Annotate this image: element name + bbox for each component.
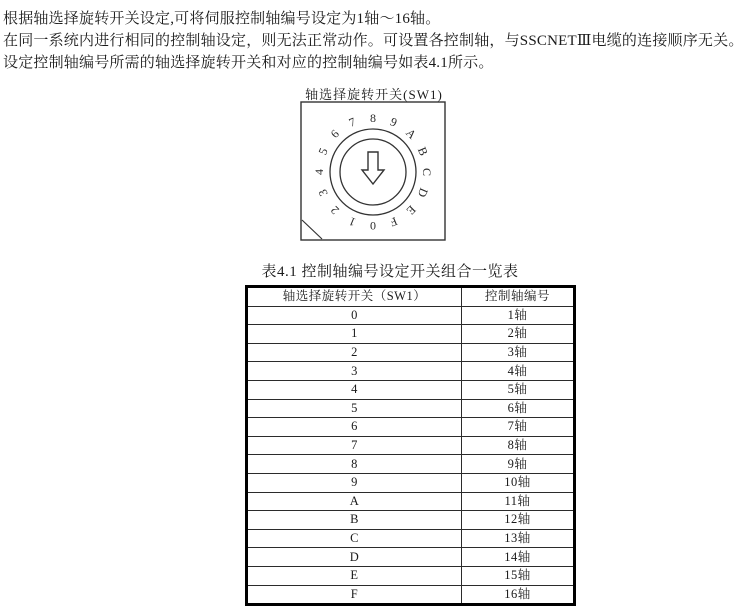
intro-line-2: 在同一系统内进行相同的控制轴设定，则无法正常动作。可设置各控制轴，与SSCNETⅢ电缆的连接顺序无关。 (3, 33, 744, 49)
dial-label-9: 9 (388, 114, 400, 130)
rotary-switch-diagram (290, 95, 460, 250)
table-title: 表4.1 控制轴编号设定开关组合一览表 (261, 264, 519, 280)
table-row (247, 566, 575, 585)
dial-pointer-arrow-icon (362, 152, 384, 184)
axis-number-cell: 6轴 (462, 399, 575, 418)
axis-number-cell: 1轴 (462, 306, 575, 325)
axis-number-cell: 2轴 (462, 325, 575, 344)
table-row (247, 325, 575, 344)
dial-label-1: 1 (346, 214, 358, 230)
switch-position-cell: 4 (247, 380, 462, 399)
axis-number-cell: 13轴 (462, 529, 575, 548)
intro-line-1: 根据轴选择旋转开关设定,可将伺服控制轴编号设定为1轴～16轴。 (3, 11, 441, 27)
table-row (247, 399, 575, 418)
dial-label-0: 0 (370, 219, 376, 233)
dial-label-8: 8 (370, 111, 376, 125)
switch-position-cell: 8 (247, 455, 462, 474)
dial-label-2: 2 (327, 203, 342, 218)
column-header-axis: 控制轴编号 (462, 287, 575, 307)
axis-number-cell: 7轴 (462, 418, 575, 437)
dial-label-A: A (403, 125, 420, 142)
axis-number-cell: 14轴 (462, 548, 575, 567)
table-row (247, 492, 575, 511)
dial-label-D: D (414, 186, 432, 200)
table-row (247, 306, 575, 325)
axis-number-cell: 5轴 (462, 380, 575, 399)
table-row (247, 418, 575, 437)
table-row (247, 436, 575, 455)
axis-mapping-table (245, 285, 576, 606)
dial-label-5: 5 (315, 145, 331, 157)
dial-label-6: 6 (327, 126, 342, 141)
table-row (247, 380, 575, 399)
table-header-row (247, 287, 575, 307)
dial-label-3: 3 (315, 187, 331, 199)
rotary-switch-diagram-title: 轴选择旋转开关(SW1) (305, 87, 443, 102)
axis-number-cell: 11轴 (462, 492, 575, 511)
dial-label-B: B (414, 144, 431, 158)
dial-label-E: E (403, 202, 419, 218)
switch-position-cell: 3 (247, 362, 462, 381)
axis-number-cell: 9轴 (462, 455, 575, 474)
axis-number-cell: 10轴 (462, 473, 575, 492)
axis-number-cell: 8轴 (462, 436, 575, 455)
switch-position-cell: 1 (247, 325, 462, 344)
axis-number-cell: 12轴 (462, 511, 575, 530)
table-row (247, 529, 575, 548)
table-row (247, 548, 575, 567)
dial-label-F: F (387, 214, 400, 230)
table-row (247, 473, 575, 492)
dial-label-4: 4 (312, 169, 326, 175)
switch-position-cell: 5 (247, 399, 462, 418)
axis-number-cell: 4轴 (462, 362, 575, 381)
dial-label-C: C (420, 167, 434, 177)
column-header-switch: 轴选择旋转开关（SW1） (247, 287, 462, 307)
switch-position-cell: 7 (247, 436, 462, 455)
switch-position-cell: C (247, 529, 462, 548)
axis-number-cell: 3轴 (462, 343, 575, 362)
switch-position-cell: E (247, 566, 462, 585)
switch-position-cell: F (247, 585, 462, 605)
intro-line-3: 设定控制轴编号所需的轴选择旋转开关和对应的控制轴编号如表4.1所示。 (3, 55, 494, 71)
axis-number-cell: 15轴 (462, 566, 575, 585)
switch-position-cell: A (247, 492, 462, 511)
switch-position-cell: D (247, 548, 462, 567)
switch-position-cell: 9 (247, 473, 462, 492)
table-row (247, 511, 575, 530)
table-row (247, 343, 575, 362)
switch-position-cell: 0 (247, 306, 462, 325)
table-row (247, 362, 575, 381)
axis-number-cell: 16轴 (462, 585, 575, 605)
switch-position-cell: 6 (247, 418, 462, 437)
switch-position-cell: B (247, 511, 462, 530)
switch-position-cell: 2 (247, 343, 462, 362)
corner-chamfer-line (302, 220, 322, 239)
table-row (247, 585, 575, 605)
dial-label-7: 7 (346, 114, 358, 130)
table-row (247, 455, 575, 474)
intro-paragraph (3, 8, 743, 74)
